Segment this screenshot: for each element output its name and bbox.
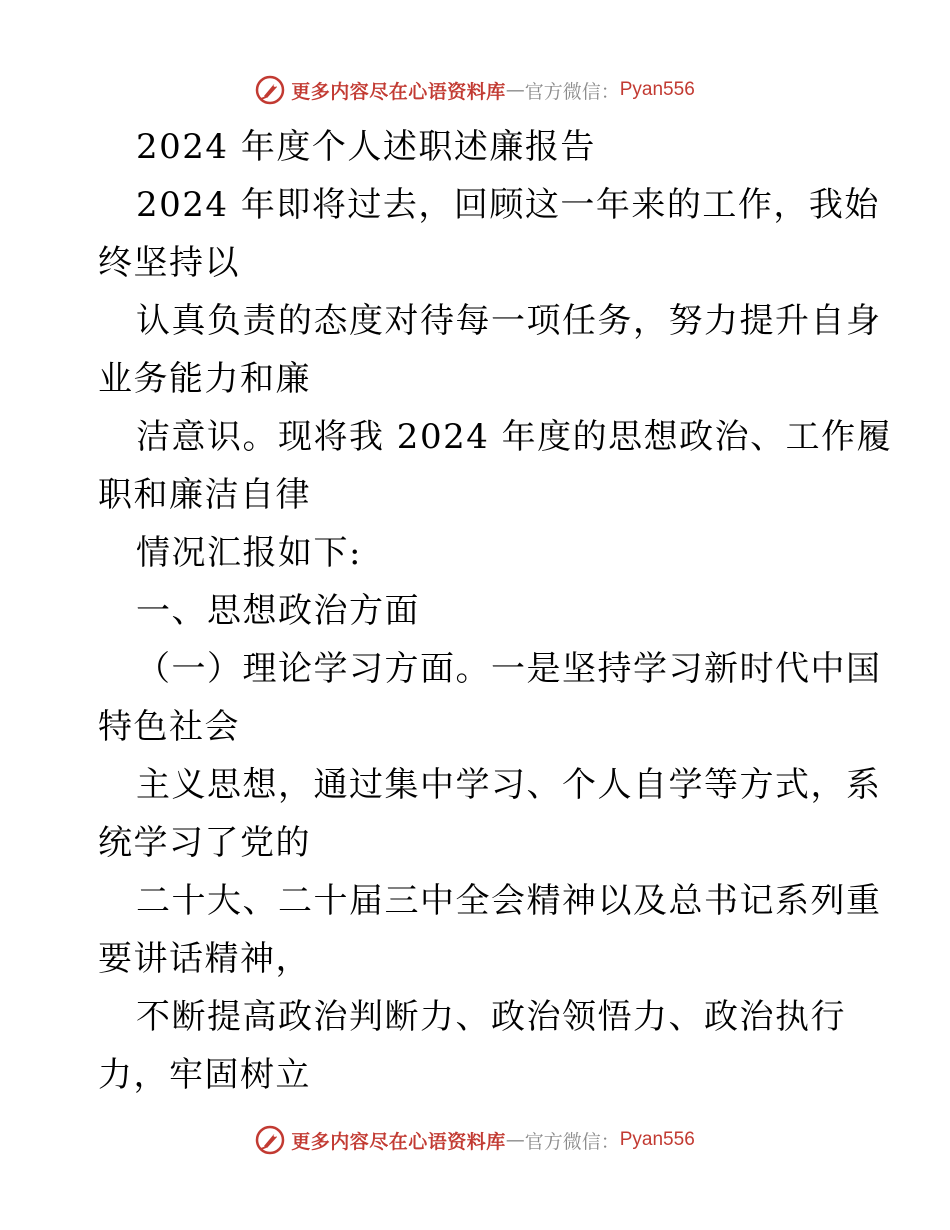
pen-nib-logo-icon [255, 1125, 285, 1155]
banner-separator: — [505, 1129, 525, 1151]
pen-nib-logo-icon [255, 75, 285, 105]
text-line: 主义思想，通过集中学习、个人自学等方式，系 [136, 765, 882, 805]
banner-brand-text: 更多内容尽在心语资料库 [291, 80, 506, 103]
banner-brand-text: 更多内容尽在心语资料库 [291, 1130, 506, 1153]
text-line: 要讲话精神， [98, 939, 311, 979]
text-line: 力，牢固树立 [98, 1055, 311, 1095]
text-line: 洁意识。现将我 2024 年度的思想政治、工作履 [136, 417, 893, 457]
banner-wechat-label: 官方微信： [524, 1130, 620, 1153]
document-body [98, 118, 893, 1104]
text-line: 认真负责的态度对待每一项任务，努力提升自身 [136, 301, 882, 341]
text-line: 一、思想政治方面 [136, 591, 420, 631]
text-line: 职和廉洁自律 [98, 475, 311, 515]
text-line: 2024 年即将过去，回顾这一年来的工作，我始 [136, 185, 880, 225]
banner-wechat-label: 官方微信： [524, 80, 620, 103]
banner-separator: — [505, 79, 525, 101]
text-line: 情况汇报如下: [136, 533, 362, 573]
text-line: （一）理论学习方面。一是坚持学习新时代中国 [136, 649, 882, 689]
text-line: 特色社会 [98, 707, 240, 747]
text-line: 统学习了党的 [98, 823, 311, 863]
text-line: 终坚持以 [98, 243, 240, 283]
banner-wechat-id: Pyan556 [619, 1129, 695, 1150]
text-line: 二十大、二十届三中全会精神以及总书记系列重 [136, 881, 882, 921]
text-line: 2024 年度个人述职述廉报告 [136, 127, 596, 167]
footer-banner [0, 1120, 950, 1160]
banner-wechat-id: Pyan556 [619, 79, 695, 100]
text-line: 不断提高政治判断力、政治领悟力、政治执行 [136, 997, 846, 1037]
header-banner [0, 70, 950, 110]
text-line: 业务能力和廉 [98, 359, 311, 399]
